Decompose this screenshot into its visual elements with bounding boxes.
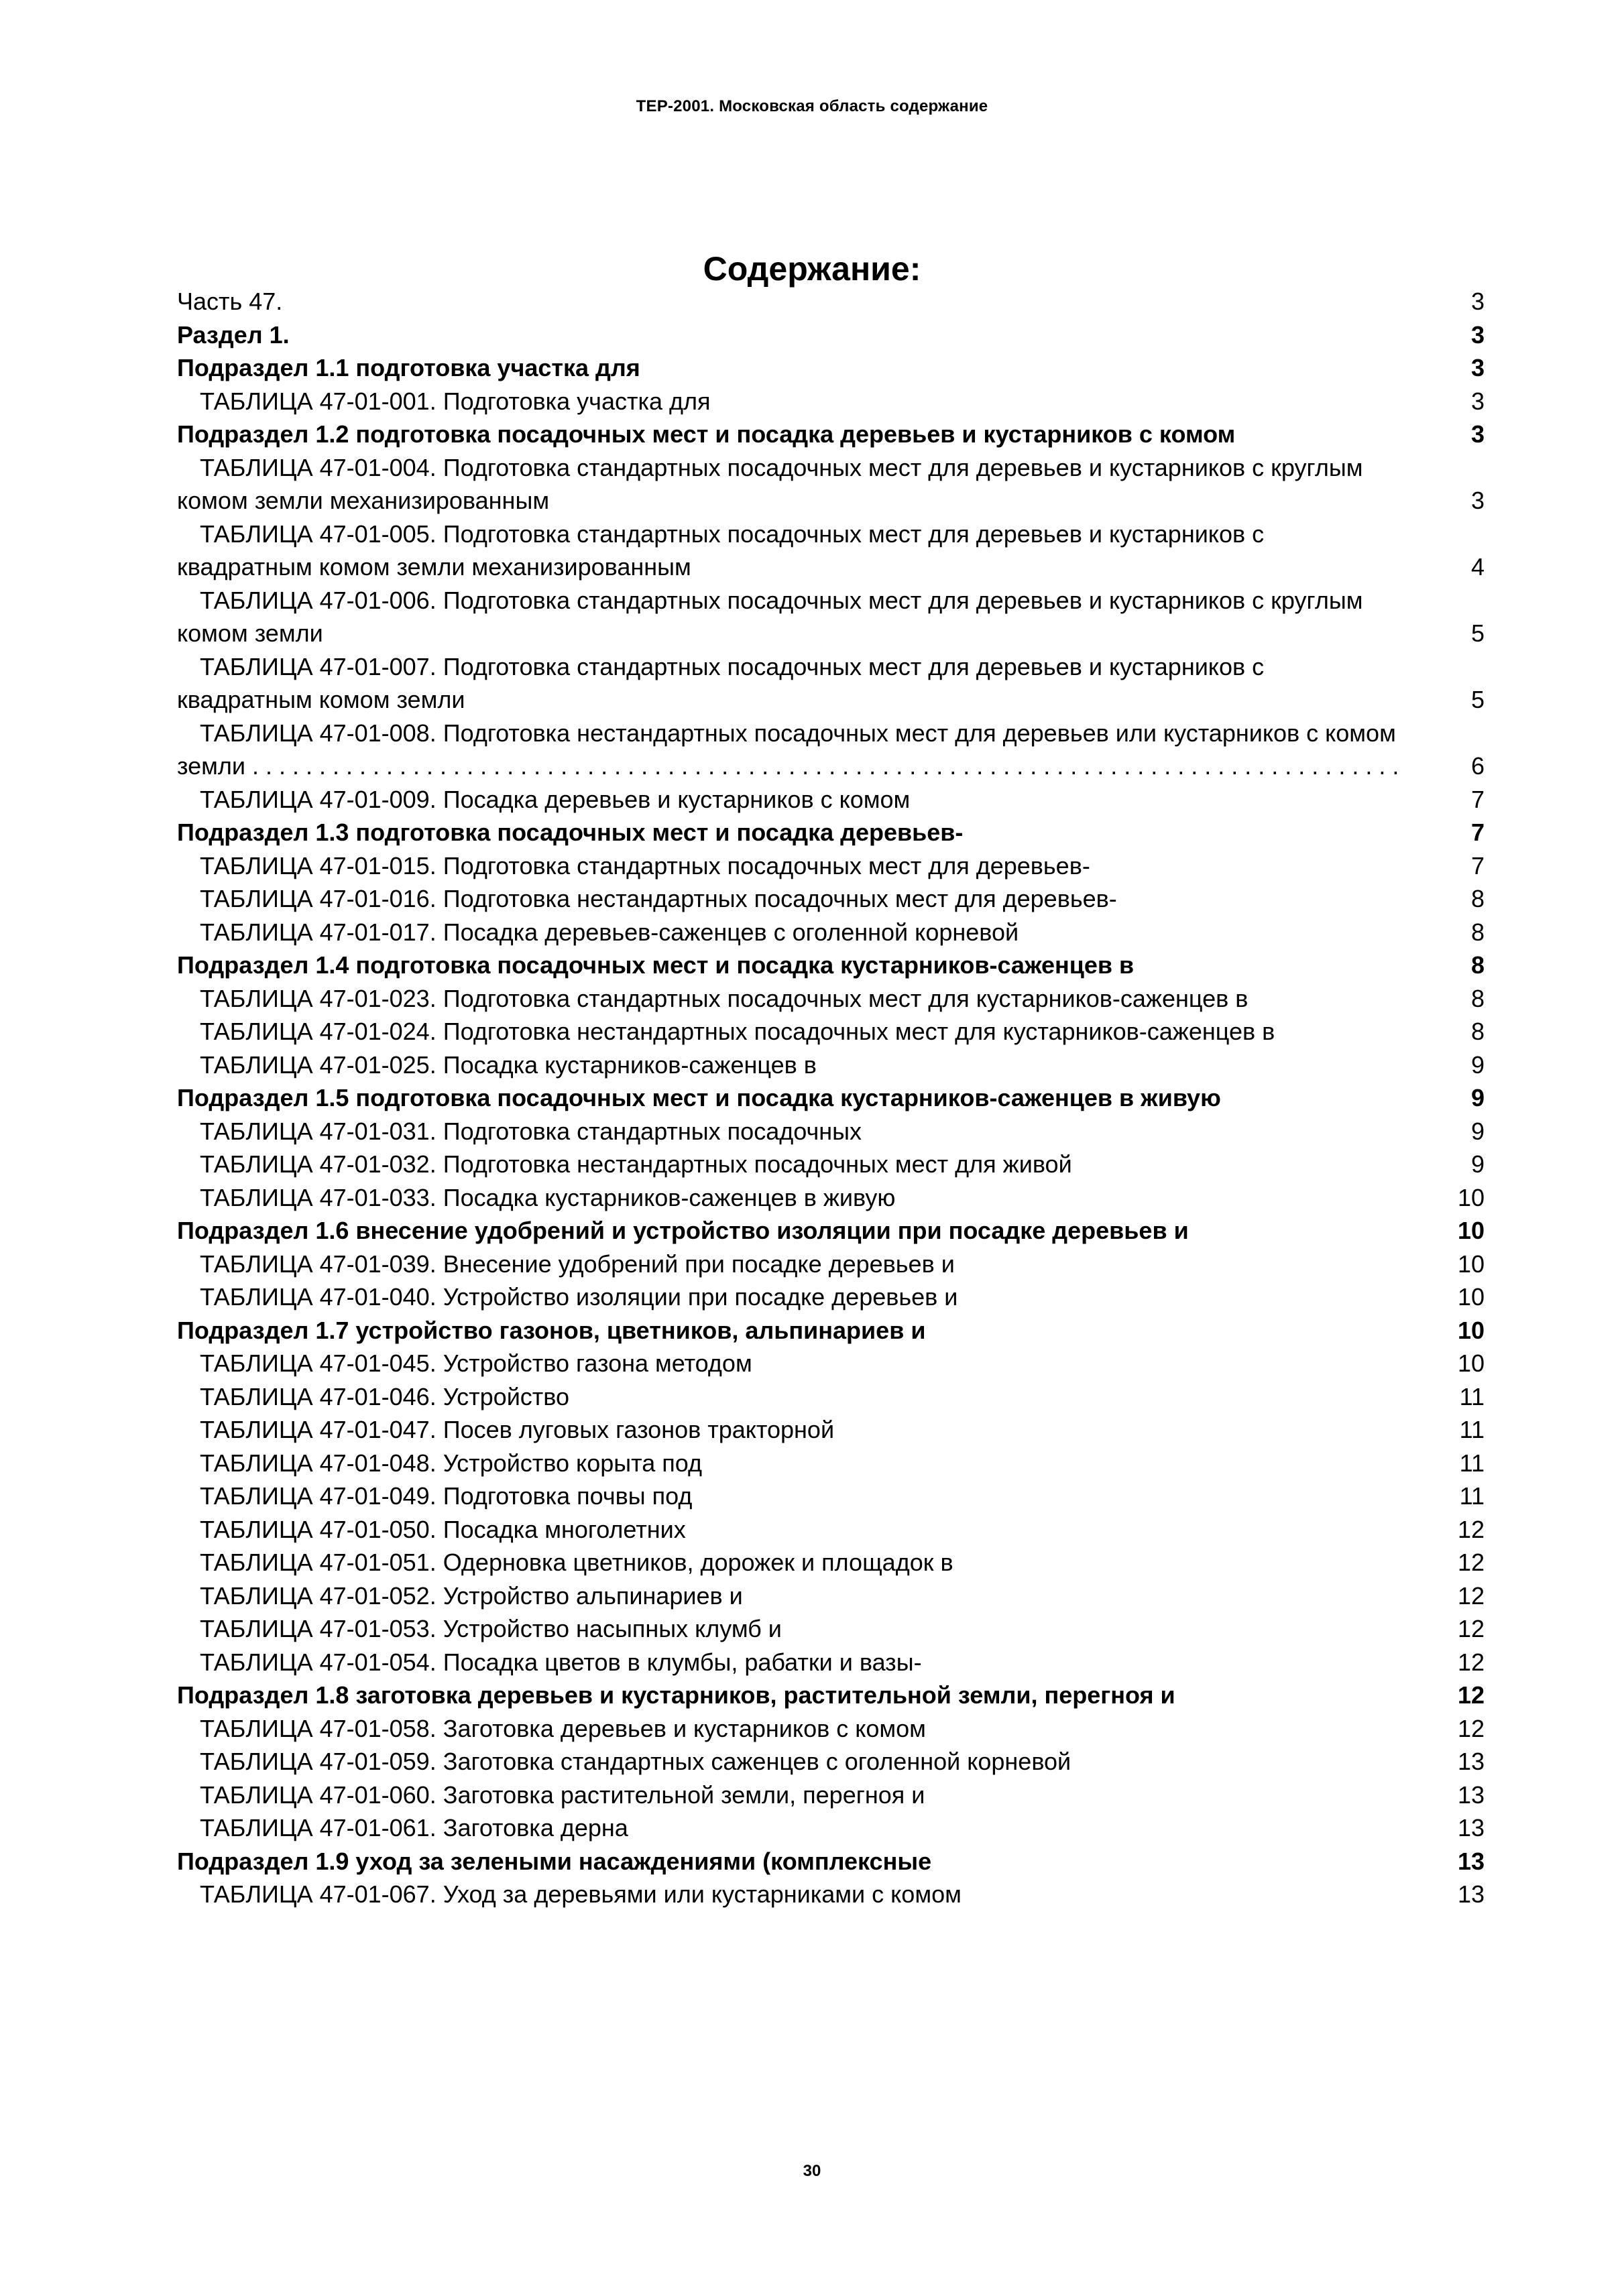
toc-entry-text-wrap bbox=[177, 1546, 1405, 1579]
toc-entry-page: 10 bbox=[1457, 1283, 1485, 1311]
toc-entry-title: ТАБЛИЦА 47-01-039. Внесение удобрений при посадке деревьев и . . . bbox=[177, 1250, 1405, 1281]
toc-entry-text-wrap bbox=[177, 1413, 1405, 1447]
toc-entry-page: 4 bbox=[1470, 553, 1485, 581]
toc-entry-table[interactable] bbox=[177, 882, 1485, 916]
toc-entry-table[interactable] bbox=[177, 451, 1485, 518]
toc-entry-title: ТАБЛИЦА 47-01-033. Посадка кустарников-саженцев в живую . . . bbox=[177, 1184, 1405, 1215]
toc-entry-text-wrap bbox=[177, 1447, 1405, 1480]
toc-entry-table[interactable] bbox=[177, 1646, 1485, 1679]
toc-entry-title: ТАБЛИЦА 47-01-004. Подготовка стандартных посадочных мест для деревьев и кустарников с круглым комом земли механизированным . . . bbox=[177, 454, 1405, 518]
toc-entry-title: ТАБЛИЦА 47-01-023. Подготовка стандартных посадочных мест для кустарников-саженцев в . . . bbox=[177, 985, 1405, 1016]
toc-entry-table[interactable] bbox=[177, 650, 1485, 717]
toc-entry-table[interactable] bbox=[177, 1015, 1485, 1048]
toc-entry-text-wrap bbox=[177, 584, 1405, 650]
toc-entry-text-wrap bbox=[177, 1479, 1405, 1513]
toc-entry-page: 9 bbox=[1470, 1050, 1485, 1079]
toc-entry-title: ТАБЛИЦА 47-01-067. Уход за деревьями или кустарниками с комом . . . bbox=[177, 1880, 1405, 1911]
toc-entry-page: 7 bbox=[1470, 785, 1485, 813]
toc-entry-title: ТАБЛИЦА 47-01-049. Подготовка почвы под . . . bbox=[177, 1482, 1405, 1513]
toc-entry-title: Раздел 1. . . . bbox=[177, 321, 1405, 352]
toc-entry-text-wrap bbox=[177, 1579, 1405, 1613]
toc-entry-section[interactable] bbox=[177, 1214, 1485, 1248]
toc-entry-page: 10 bbox=[1457, 1316, 1485, 1344]
toc-entry-table[interactable] bbox=[177, 584, 1485, 650]
toc-entry-page: 13 bbox=[1457, 1748, 1485, 1775]
toc-entry-table[interactable] bbox=[177, 1479, 1485, 1513]
toc-entry-text-wrap bbox=[177, 1778, 1405, 1812]
toc-entry-text-wrap bbox=[177, 1115, 1405, 1148]
toc-entry-text-wrap bbox=[177, 1181, 1405, 1215]
toc-entry-table[interactable] bbox=[177, 1712, 1485, 1746]
toc-entry-title: ТАБЛИЦА 47-01-015. Подготовка стандартных посадочных мест для деревьев- . . . bbox=[177, 852, 1405, 883]
toc-entry-page: 9 bbox=[1470, 1117, 1485, 1145]
toc-entry-table[interactable] bbox=[177, 1546, 1485, 1579]
toc-entry-text-wrap bbox=[177, 1745, 1405, 1778]
toc-entry-title: ТАБЛИЦА 47-01-017. Посадка деревьев-саженцев с оголенной корневой . . . bbox=[177, 918, 1405, 949]
toc-entry-title: ТАБЛИЦА 47-01-061. Заготовка дерна . . . bbox=[177, 1814, 1405, 1845]
toc-entry-page: 10 bbox=[1457, 1349, 1485, 1377]
toc-entry-page: 12 bbox=[1457, 1549, 1485, 1576]
toc-entry-page: 10 bbox=[1457, 1217, 1485, 1244]
toc-entry-page: 3 bbox=[1470, 487, 1485, 514]
toc-entry-page: 11 bbox=[1459, 1449, 1485, 1477]
toc-entry-page: 3 bbox=[1470, 320, 1485, 349]
toc-entry-text-wrap bbox=[177, 650, 1405, 717]
toc-entry-title: ТАБЛИЦА 47-01-016. Подготовка нестандартных посадочных мест для деревьев- . . . bbox=[177, 885, 1405, 916]
toc-entry-title: ТАБЛИЦА 47-01-031. Подготовка стандартных посадочных . . . bbox=[177, 1117, 1405, 1148]
page-number: 30 bbox=[803, 2162, 821, 2180]
toc-entry-text-wrap bbox=[177, 1380, 1405, 1414]
toc-entry-text-wrap bbox=[177, 816, 1405, 849]
toc-entry-title: ТАБЛИЦА 47-01-059. Заготовка стандартных саженцев с оголенной корневой . . . bbox=[177, 1748, 1405, 1778]
toc-entry-title: ТАБЛИЦА 47-01-054. Посадка цветов в клумбы, рабатки и вазы- . . . bbox=[177, 1648, 1405, 1679]
toc-entry-page: 11 bbox=[1459, 1416, 1485, 1443]
toc-entry-title: ТАБЛИЦА 47-01-005. Подготовка стандартных посадочных мест для деревьев и кустарников с квадратным комом земли механизированным . . . bbox=[177, 520, 1405, 584]
toc-entry-text-wrap bbox=[177, 351, 1405, 385]
toc-entry-page: 3 bbox=[1470, 420, 1485, 448]
toc-entry-page: 11 bbox=[1459, 1482, 1485, 1510]
toc-entry-table[interactable] bbox=[177, 1778, 1485, 1812]
toc-entry-text-wrap bbox=[177, 1214, 1405, 1248]
toc-entry-page: 12 bbox=[1457, 1681, 1485, 1709]
toc-entry-table[interactable] bbox=[177, 982, 1485, 1016]
toc-entry-table[interactable] bbox=[177, 1115, 1485, 1148]
toc-entry-table[interactable] bbox=[177, 1745, 1485, 1778]
toc-entry-text-wrap bbox=[177, 783, 1405, 817]
toc-entry-section[interactable] bbox=[177, 1314, 1485, 1347]
toc-entry-title: ТАБЛИЦА 47-01-032. Подготовка нестандартных посадочных мест для живой . . . bbox=[177, 1150, 1405, 1181]
toc-entry-title: ТАБЛИЦА 47-01-045. Устройство газона методом . . . bbox=[177, 1349, 1405, 1380]
toc-entry-page: 13 bbox=[1457, 1847, 1485, 1875]
running-header: ТЕР-2001. Московская область содержание bbox=[636, 97, 988, 115]
toc-entry-table[interactable] bbox=[177, 1048, 1485, 1082]
toc-entry-section[interactable] bbox=[177, 351, 1485, 385]
toc-entry-table[interactable] bbox=[177, 783, 1485, 817]
toc-entry-page: 9 bbox=[1470, 1150, 1485, 1178]
toc-entry-text-wrap bbox=[177, 1612, 1405, 1646]
toc-entry-title: ТАБЛИЦА 47-01-060. Заготовка растительной земли, перегноя и . . . bbox=[177, 1781, 1405, 1812]
toc-entry-text-wrap bbox=[177, 849, 1405, 883]
toc-entry-page: 12 bbox=[1457, 1581, 1485, 1610]
toc-entry-page: 8 bbox=[1470, 1018, 1485, 1045]
toc-entry-section[interactable] bbox=[177, 1679, 1485, 1712]
toc-entry-table[interactable] bbox=[177, 1413, 1485, 1447]
toc-entry-text-wrap bbox=[177, 1314, 1405, 1347]
toc-entry-title: ТАБЛИЦА 47-01-051. Одерновка цветников, дорожек и площадок в . . . bbox=[177, 1549, 1405, 1579]
toc-entry-title: ТАБЛИЦА 47-01-048. Устройство корыта под . . . bbox=[177, 1449, 1405, 1480]
toc-entry-table[interactable] bbox=[177, 1612, 1485, 1646]
toc-entry-page: 3 bbox=[1470, 387, 1485, 415]
toc-entry-table[interactable] bbox=[177, 1878, 1485, 1911]
table-of-contents bbox=[177, 285, 1485, 1911]
toc-entry-table[interactable] bbox=[177, 849, 1485, 883]
toc-entry-text-wrap bbox=[177, 285, 1405, 318]
toc-entry-text-wrap bbox=[177, 1081, 1405, 1115]
toc-entry-text-wrap bbox=[177, 385, 1405, 418]
toc-entry-page: 12 bbox=[1457, 1615, 1485, 1642]
toc-entry-page: 6 bbox=[1470, 752, 1485, 780]
toc-entry-text-wrap bbox=[177, 1712, 1405, 1746]
toc-entry-page: 12 bbox=[1457, 1714, 1485, 1742]
toc-entry-text-wrap bbox=[177, 1347, 1405, 1380]
toc-entry-table[interactable] bbox=[177, 1181, 1485, 1215]
toc-entry-text-wrap bbox=[177, 1048, 1405, 1082]
toc-entry-page: 8 bbox=[1470, 918, 1485, 946]
toc-entry-text-wrap bbox=[177, 1280, 1405, 1314]
toc-entry-title: Подраздел 1.8 заготовка деревьев и кустарников, растительной земли, перегноя и . . . bbox=[177, 1681, 1405, 1712]
toc-entry-title: ТАБЛИЦА 47-01-053. Устройство насыпных клумб и . . . bbox=[177, 1615, 1405, 1646]
toc-entry-section[interactable] bbox=[177, 949, 1485, 982]
toc-entry-page: 13 bbox=[1457, 1880, 1485, 1908]
toc-entry-text-wrap bbox=[177, 982, 1405, 1016]
toc-entry-page: 7 bbox=[1470, 851, 1485, 880]
toc-entry-text-wrap bbox=[177, 418, 1405, 451]
toc-entry-page: 8 bbox=[1470, 951, 1485, 979]
toc-entry-title: ТАБЛИЦА 47-01-006. Подготовка стандартных посадочных мест для деревьев и кустарников с круглым комом земли . . . bbox=[177, 587, 1405, 650]
toc-entry-page: 3 bbox=[1470, 288, 1485, 315]
toc-entry-title: Подраздел 1.4 подготовка посадочных мест и посадка кустарников-саженцев в . . . bbox=[177, 951, 1405, 982]
toc-entry-table[interactable] bbox=[177, 1248, 1485, 1281]
toc-entry-table[interactable] bbox=[177, 1579, 1485, 1613]
toc-entry-text-wrap bbox=[177, 1513, 1405, 1547]
toc-entry-page: 8 bbox=[1470, 885, 1485, 912]
toc-entry-section[interactable] bbox=[177, 318, 1485, 352]
toc-entry-text-wrap bbox=[177, 949, 1405, 982]
toc-entry-page: 5 bbox=[1470, 619, 1485, 647]
toc-entry-title: Подраздел 1.7 устройство газонов, цветников, альпинариев и . . . bbox=[177, 1317, 1405, 1347]
toc-entry-page: 5 bbox=[1470, 686, 1485, 713]
toc-entry-text-wrap bbox=[177, 1015, 1405, 1048]
toc-entry-page: 9 bbox=[1470, 1084, 1485, 1111]
toc-entry-table[interactable] bbox=[177, 1513, 1485, 1547]
toc-entry-table[interactable] bbox=[177, 1380, 1485, 1414]
toc-entry-page: 10 bbox=[1457, 1183, 1485, 1211]
toc-entry-title: ТАБЛИЦА 47-01-050. Посадка многолетних . . . bbox=[177, 1516, 1405, 1547]
toc-entry-text-wrap bbox=[177, 1646, 1405, 1679]
toc-entry-title: ТАБЛИЦА 47-01-052. Устройство альпинариев и . . . bbox=[177, 1582, 1405, 1613]
toc-entry-text-wrap bbox=[177, 518, 1405, 584]
toc-entry-page: 8 bbox=[1470, 984, 1485, 1012]
toc-entry-title: ТАБЛИЦА 47-01-001. Подготовка участка для . . . bbox=[177, 387, 1405, 418]
toc-entry-text-wrap bbox=[177, 882, 1405, 916]
toc-entry-text-wrap bbox=[177, 1845, 1405, 1878]
toc-entry-table[interactable] bbox=[177, 385, 1485, 418]
toc-entry-title: ТАБЛИЦА 47-01-024. Подготовка нестандартных посадочных мест для кустарников-саженцев в . . . bbox=[177, 1018, 1405, 1048]
toc-entry-text-wrap bbox=[177, 451, 1405, 518]
toc-entry-text-wrap bbox=[177, 1148, 1405, 1181]
toc-entry-page: 3 bbox=[1470, 354, 1485, 381]
toc-entry-table[interactable] bbox=[177, 1148, 1485, 1181]
toc-entry-table[interactable] bbox=[177, 717, 1485, 783]
toc-entry-section[interactable] bbox=[177, 816, 1485, 849]
toc-entry-table[interactable] bbox=[177, 1811, 1485, 1845]
toc-entry-page: 12 bbox=[1457, 1648, 1485, 1676]
toc-entry-table[interactable] bbox=[177, 1347, 1485, 1380]
toc-entry-part[interactable] bbox=[177, 285, 1485, 318]
toc-entry-text-wrap bbox=[177, 1811, 1405, 1845]
toc-entry-page: 12 bbox=[1457, 1515, 1485, 1543]
toc-entry-page: 13 bbox=[1457, 1780, 1485, 1809]
toc-entry-text-wrap bbox=[177, 717, 1405, 783]
toc-entry-table[interactable] bbox=[177, 1447, 1485, 1480]
toc-entry-title: ТАБЛИЦА 47-01-007. Подготовка стандартных посадочных мест для деревьев и кустарников с квадратным комом земли . . . bbox=[177, 653, 1405, 717]
toc-entry-table[interactable] bbox=[177, 518, 1485, 584]
toc-entry-title: Подраздел 1.5 подготовка посадочных мест и посадка кустарников-саженцев в живую . . . bbox=[177, 1084, 1405, 1115]
toc-entry-text-wrap bbox=[177, 916, 1405, 949]
toc-entry-text-wrap bbox=[177, 1878, 1405, 1911]
toc-entry-title: Подраздел 1.3 подготовка посадочных мест и посадка деревьев- . . . bbox=[177, 819, 1405, 849]
toc-entry-title: ТАБЛИЦА 47-01-008. Подготовка нестандартных посадочных мест для деревьев или кустарников с комом земли . . . bbox=[177, 719, 1405, 780]
toc-entry-section[interactable] bbox=[177, 418, 1485, 451]
toc-entry-page: 11 bbox=[1459, 1382, 1485, 1410]
toc-entry-table[interactable] bbox=[177, 916, 1485, 949]
toc-entry-text-wrap bbox=[177, 1679, 1405, 1712]
toc-entry-title: Подраздел 1.1 подготовка участка для . . . bbox=[177, 354, 1405, 385]
toc-entry-title: ТАБЛИЦА 47-01-058. Заготовка деревьев и кустарников с комом . . . bbox=[177, 1715, 1405, 1746]
toc-entry-text-wrap bbox=[177, 318, 1405, 352]
toc-entry-section[interactable] bbox=[177, 1081, 1485, 1115]
toc-entry-title: Подраздел 1.9 уход за зелеными насаждениями (комплексные . . . bbox=[177, 1848, 1405, 1878]
toc-entry-title: ТАБЛИЦА 47-01-040. Устройство изоляции при посадке деревьев и . . . bbox=[177, 1283, 1405, 1314]
toc-entry-text-wrap bbox=[177, 1248, 1405, 1281]
toc-entry-title: Часть 47. . . . bbox=[177, 288, 1405, 318]
toc-entry-page: 13 bbox=[1457, 1814, 1485, 1841]
toc-entry-title: ТАБЛИЦА 47-01-047. Посев луговых газонов тракторной . . . bbox=[177, 1416, 1405, 1447]
toc-entry-page: 10 bbox=[1457, 1250, 1485, 1278]
toc-entry-table[interactable] bbox=[177, 1280, 1485, 1314]
toc-title: Содержание: bbox=[703, 250, 921, 288]
toc-entry-title: ТАБЛИЦА 47-01-009. Посадка деревьев и кустарников с комом . . . bbox=[177, 786, 1405, 817]
toc-entry-title: Подраздел 1.2 подготовка посадочных мест и посадка деревьев и кустарников с комом . . . bbox=[177, 420, 1405, 451]
toc-entry-title: ТАБЛИЦА 47-01-025. Посадка кустарников-саженцев в . . . bbox=[177, 1051, 1405, 1082]
toc-entry-section[interactable] bbox=[177, 1845, 1485, 1878]
toc-entry-title: ТАБЛИЦА 47-01-046. Устройство . . . bbox=[177, 1383, 1405, 1414]
toc-entry-page: 7 bbox=[1470, 819, 1485, 846]
toc-entry-title: Подраздел 1.6 внесение удобрений и устройство изоляции при посадке деревьев и . . . bbox=[177, 1217, 1405, 1248]
